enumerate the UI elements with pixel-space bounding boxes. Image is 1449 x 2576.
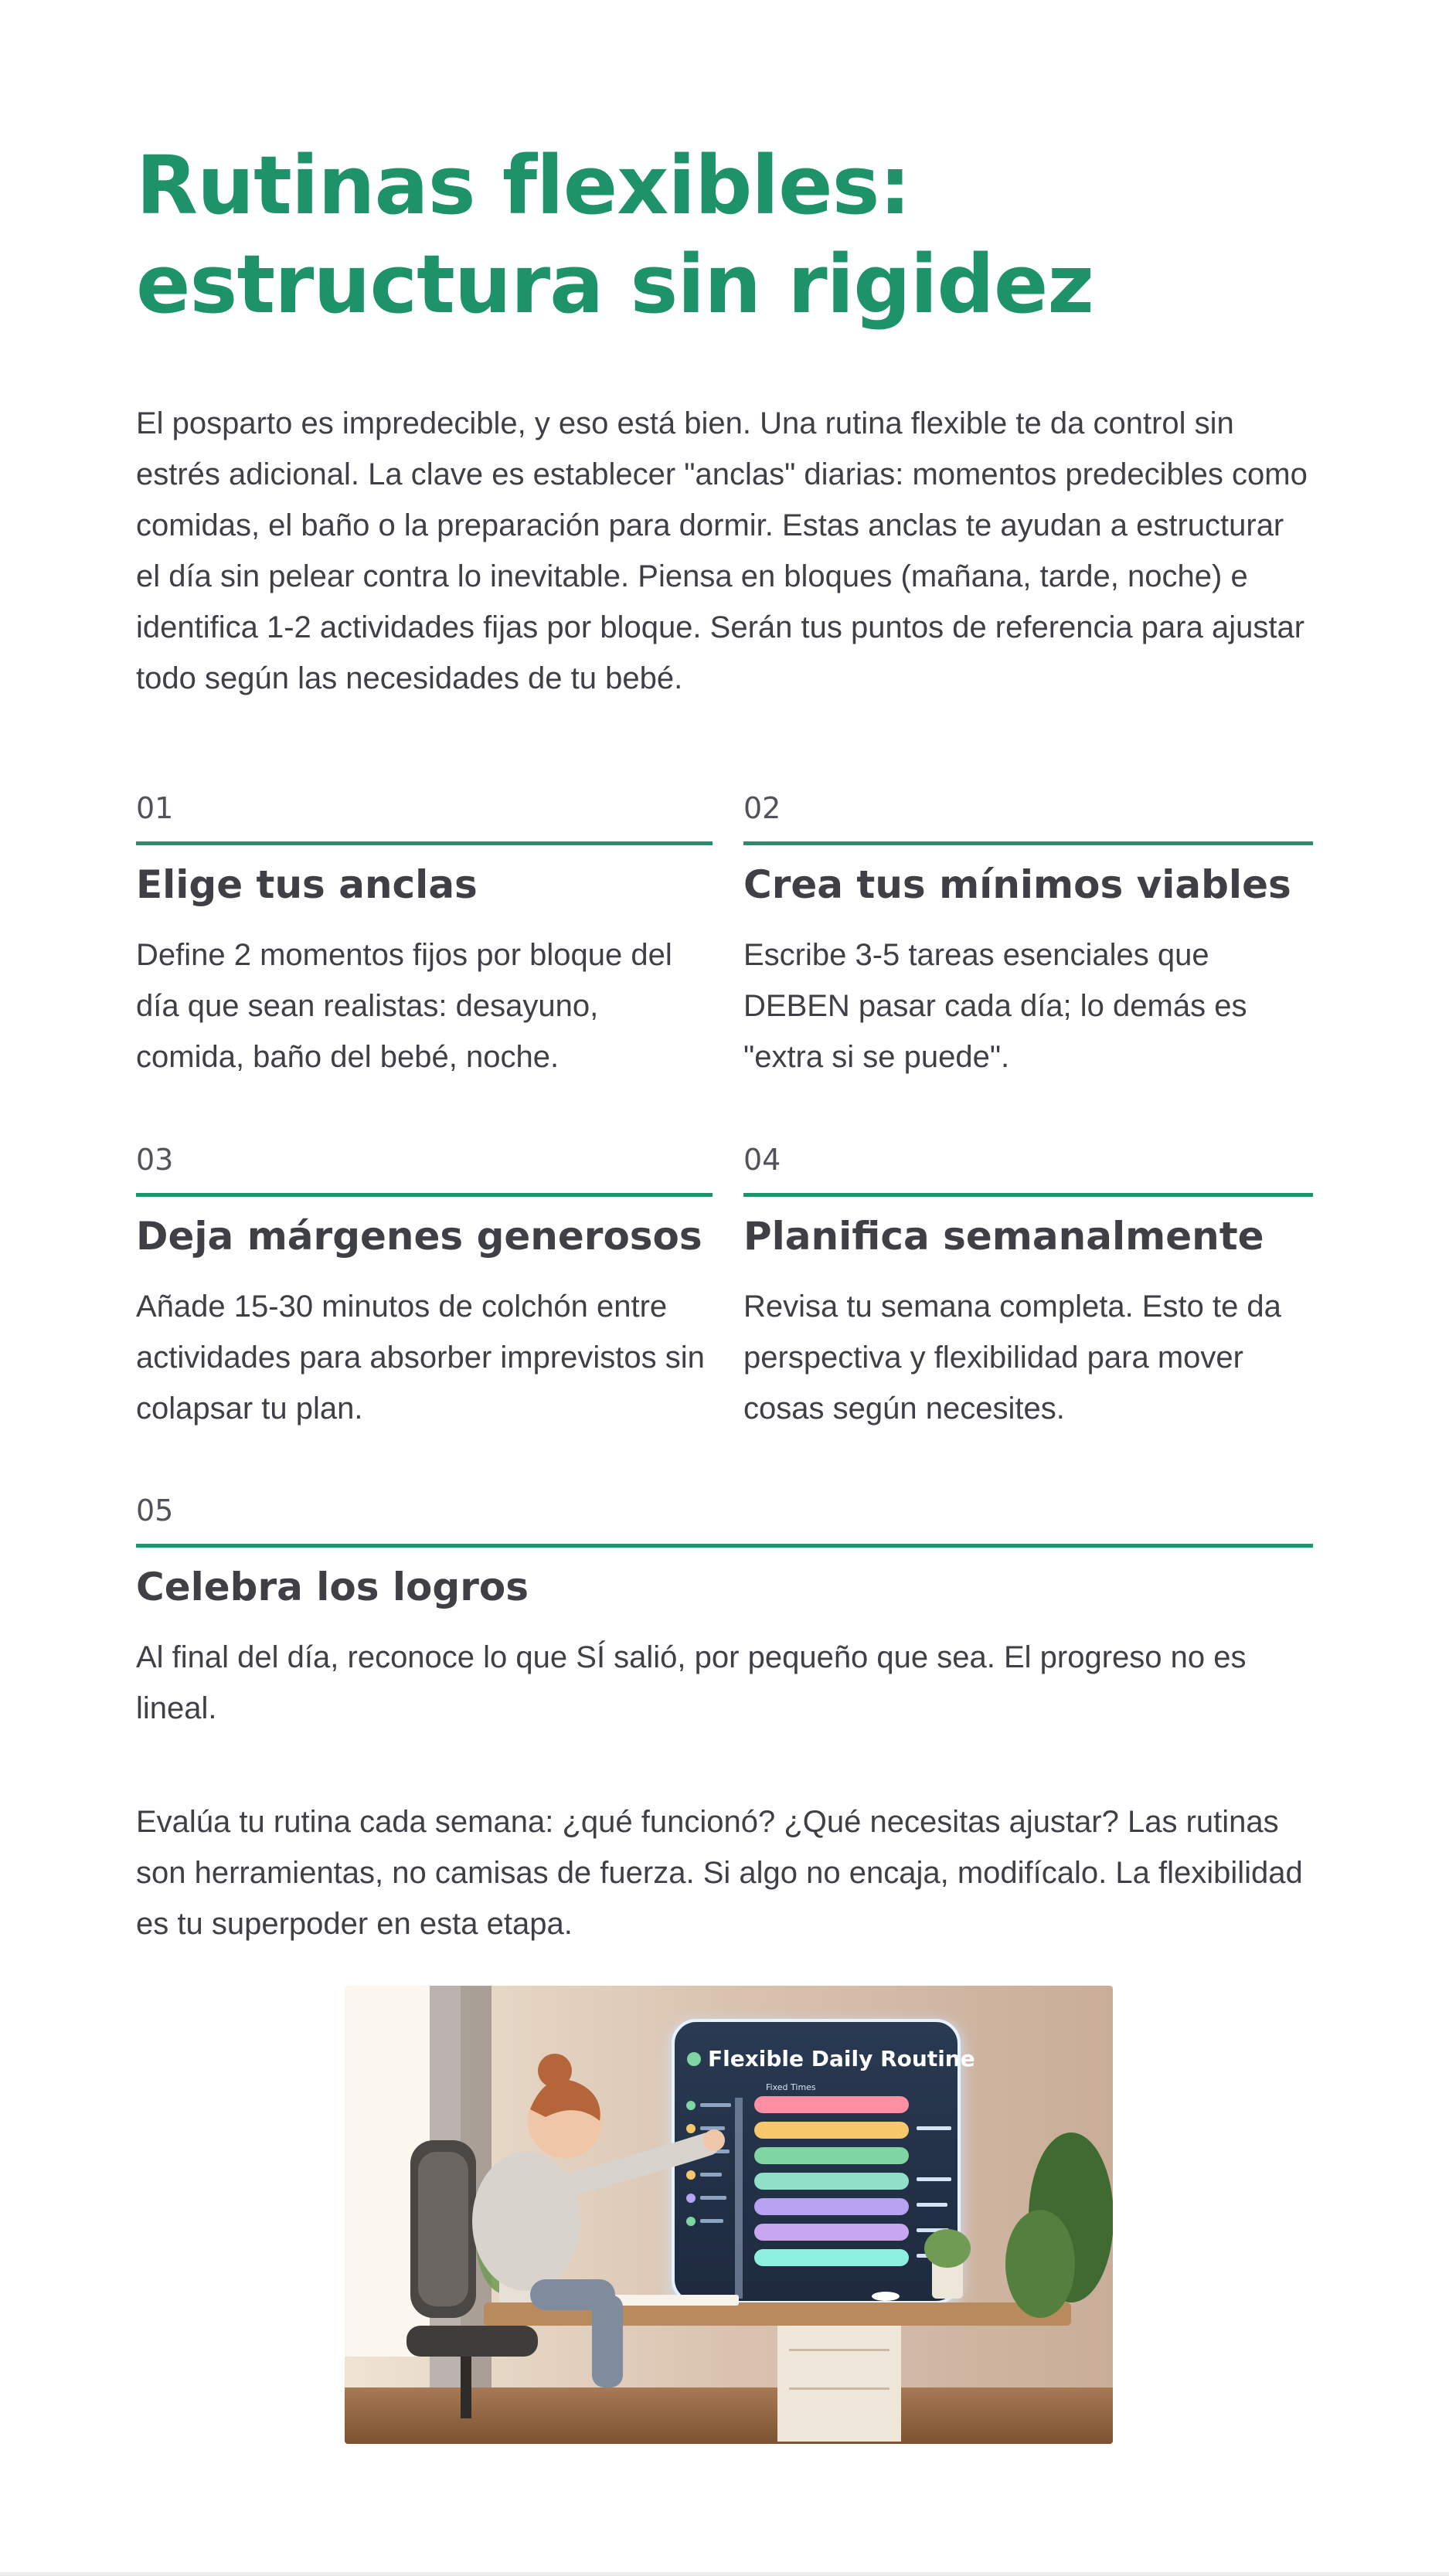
clock-icon bbox=[687, 2052, 701, 2066]
step-number: 05 bbox=[136, 1494, 174, 1528]
screen-title: Flexible Daily Routine bbox=[708, 2046, 975, 2071]
step-divider bbox=[136, 1544, 1313, 1548]
step-4 bbox=[743, 1142, 1313, 1451]
step-divider bbox=[136, 1193, 713, 1197]
intro-paragraph: El posparto es impredecible, y eso está bien. Una rutina flexible te da control sin estrés adicional. La clave es establecer "anclas" diarias: momentos predecibles como comidas, el baño o la preparación para dormir. Estas anclas te ayudan a estructurar el día sin pelear contra lo inevitable. Piensa en bloques (mañana, tarde, noche) e identifica 1-2 actividades fijas por bloque. Serán tus puntos de referencia para ajustar todo según las necesidades de tu bebé. bbox=[136, 406, 1308, 695]
step-title: Elige tus anclas bbox=[136, 862, 478, 907]
step-5 bbox=[136, 1493, 1313, 1740]
step-3 bbox=[136, 1142, 713, 1451]
page-title: Rutinas flexibles: estructura sin rigidez bbox=[136, 138, 1094, 331]
step-divider bbox=[743, 841, 1313, 845]
step-description: Escribe 3-5 tareas esenciales que DEBEN pasar cada día; lo demás es "extra si se puede". bbox=[743, 938, 1247, 1074]
step-2 bbox=[743, 790, 1313, 1099]
screen-subtitle: Fixed Times bbox=[766, 2082, 816, 2092]
step-title: Celebra los logros bbox=[136, 1565, 529, 1609]
step-description: Añade 15-30 minutos de colchón entre actividades para absorber imprevistos sin colapsar tu plan. bbox=[136, 1290, 705, 1426]
step-description: Al final del día, reconoce lo que SÍ salió, por pequeño que sea. El progreso no es lineal. bbox=[136, 1640, 1247, 1725]
floor bbox=[345, 2387, 1113, 2444]
step-number: 04 bbox=[743, 1143, 781, 1177]
step-title: Deja márgenes generosos bbox=[136, 1214, 702, 1259]
illustration-svg bbox=[345, 1986, 1113, 2444]
step-number: 01 bbox=[136, 791, 174, 825]
step-title: Planifica semanalmente bbox=[743, 1214, 1264, 1259]
step-description: Define 2 momentos fijos por bloque del día que sean realistas: desayuno, comida, baño del bebé, noche. bbox=[136, 938, 672, 1074]
step-title: Crea tus mínimos viables bbox=[743, 862, 1291, 907]
step-divider bbox=[136, 841, 713, 845]
closing-paragraph: Evalúa tu rutina cada semana: ¿qué funcionó? ¿Qué necesitas ajustar? Las rutinas son herramientas, no camisas de fuerza. Si algo no encaja, modifícalo. La flexibilidad es tu superpoder en esta etapa. bbox=[136, 1805, 1303, 1941]
step-description: Revisa tu semana completa. Esto te da perspectiva y flexibilidad para mover cosas según necesites. bbox=[743, 1290, 1281, 1426]
step-number: 02 bbox=[743, 791, 781, 825]
step-divider bbox=[743, 1193, 1313, 1197]
step-number: 03 bbox=[136, 1143, 174, 1177]
routine-illustration bbox=[345, 1986, 1113, 2444]
step-1 bbox=[136, 790, 713, 1099]
page-bottom-border bbox=[0, 2572, 1449, 2576]
